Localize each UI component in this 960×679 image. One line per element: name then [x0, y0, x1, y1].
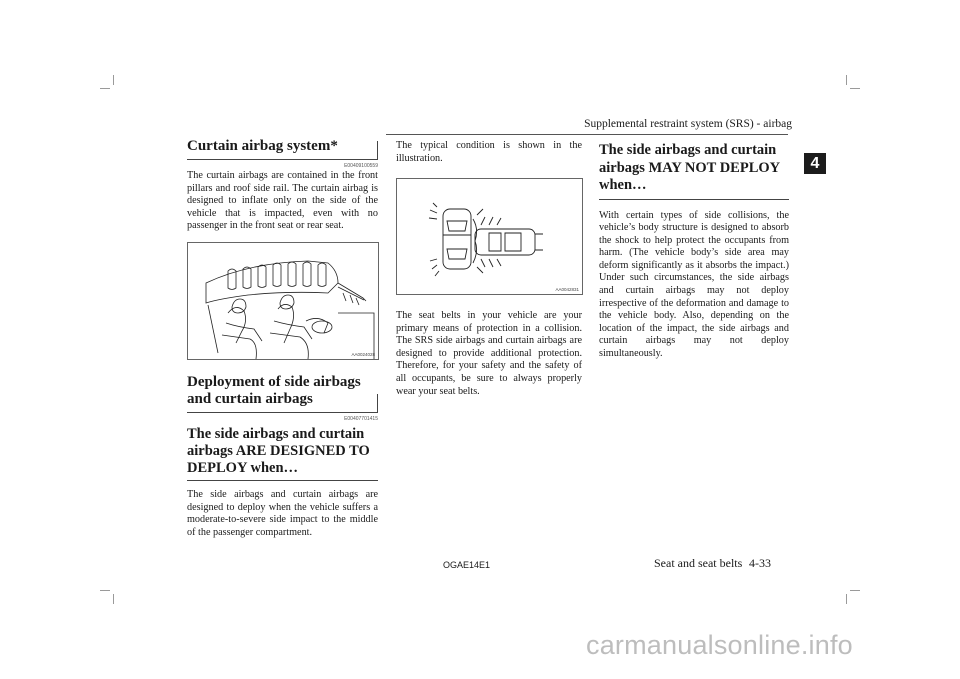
page-number: 4-33 — [749, 556, 771, 570]
designed-paragraph: The side airbags and curtain airbags are designed to deploy when the vehicle suffers a moderate-to-severe side impact to the middle of the passenger compartment. — [187, 489, 378, 538]
running-header: Supplemental restraint system (SRS) - airbag — [584, 118, 792, 130]
deployment-heading-box — [187, 374, 378, 413]
deployment-title: Deployment of side airbags and curtain airbags — [187, 374, 361, 407]
occupant-illustration — [187, 242, 379, 360]
designed-title: The side airbags and curtain airbags ARE DESIGNED TO DEPLOY when… — [187, 426, 370, 476]
header-rule — [386, 134, 788, 135]
figure-code: AA0024028 — [351, 352, 375, 357]
watermark: carmanualsonline.info — [586, 630, 853, 660]
crop-mark — [100, 88, 110, 89]
crop-mark — [100, 590, 110, 591]
curtain-airbag-heading-box — [187, 138, 378, 160]
curtain-airbag-paragraph: The curtain airbags are contained in the front pillars and roof side rail. The curtain airbag is designed to inflate only on the side of the vehicle that is impacted, even with no passenger in the front seat or rear seat. — [187, 170, 378, 232]
deployment-section — [187, 374, 378, 422]
chapter-tab: 4 — [804, 153, 826, 174]
heading-corner — [377, 394, 378, 412]
illustration-intro: The typical condition is shown in the illustration. — [396, 140, 582, 164]
seat-belt-paragraph: The seat belts in your vehicle are your primary means of protection in a collision. The SRS side airbags and curtain airbags are designed to provide additional protection. Therefore, for your safety and the safety of all occupants, be sure to always properly wear your seat belts. — [396, 310, 582, 397]
collision-illustration — [396, 178, 583, 295]
section-title: Curtain airbag system* — [187, 138, 338, 154]
crop-mark — [850, 88, 860, 89]
designed-heading-box — [187, 426, 378, 481]
not-deploy-title: The side airbags and curtain airbags MAY NOT DEPLOY when… — [599, 142, 780, 193]
crop-mark — [846, 594, 847, 604]
reference-code: E00407701415 — [344, 416, 378, 422]
not-deploy-heading-box — [599, 142, 789, 200]
heading-corner — [377, 141, 378, 159]
footer-section-title: Seat and seat belts — [654, 556, 743, 570]
seat-belt-note — [396, 310, 582, 398]
crop-mark — [850, 590, 860, 591]
side-impact-drawing — [397, 179, 582, 294]
figure-code: AA0042831 — [555, 287, 579, 292]
designed-section — [187, 426, 378, 539]
crop-mark — [846, 75, 847, 85]
crop-mark — [113, 594, 114, 604]
reference-code: E00409100559 — [344, 163, 378, 169]
not-deploy-paragraph: With certain types of side collisions, the vehicle’s body structure is designed to absorb the shock to help protect the occupants from harm. (The vehicle body’s side area may deform significantly as it absorbs the impact.) Under such circumstances, the side airbags and curtain airbags may not deploy irrespective of the deformation and damage to the vehicle body. Also, depending on the location of the impact, the side airbags and curtain airbags may not deploy simultaneously. — [599, 209, 789, 360]
column-middle — [396, 140, 582, 165]
column-left — [187, 138, 378, 233]
document-code: OGAE14E1 — [443, 560, 491, 570]
crop-mark — [113, 75, 114, 85]
occupant-airbag-drawing — [188, 243, 378, 359]
column-right — [599, 142, 789, 361]
